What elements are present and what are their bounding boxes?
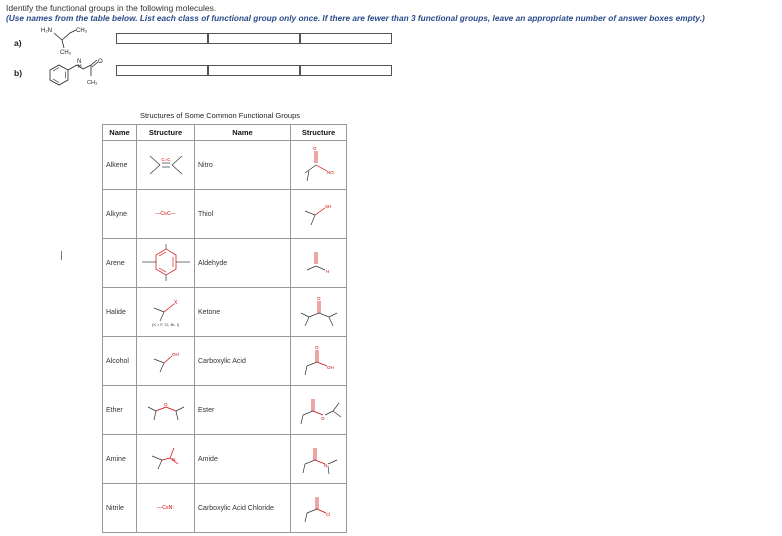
structure-ketone [291, 288, 347, 337]
group-name-thiol: Thiol [195, 190, 291, 239]
structure-aldehyde [291, 239, 347, 288]
group-name-acid-chloride: Carboxylic Acid Chloride [195, 484, 291, 533]
aldehyde-structure-label: H [325, 269, 329, 274]
structure-ester [291, 386, 347, 435]
group-name-amine: Amine [103, 435, 137, 484]
instructions-line2: (Use names from the table below. List each class of functional group only once. If there are fewer than 3 functional groups, leave an appropriate number of answer boxes empty.) [6, 13, 705, 23]
group-name-halide: Halide [103, 288, 137, 337]
answer-b-3[interactable] [300, 65, 392, 76]
group-name-ketone: Ketone [195, 288, 291, 337]
answer-b-1[interactable] [116, 65, 208, 76]
group-name-nitrile: Nitrile [103, 484, 137, 533]
table-caption: Structures of Some Common Functional Groups [139, 111, 301, 120]
alkyne-structure-label: —C≡C— [155, 211, 176, 217]
arene-structure-icon [138, 243, 194, 283]
answer-a-3[interactable] [300, 33, 392, 44]
table-row [103, 239, 347, 288]
group-name-alcohol: Alcohol [103, 337, 137, 386]
structure-arene [137, 239, 195, 288]
halide-structure-label: X [173, 299, 177, 306]
structure-amine [137, 435, 195, 484]
molecule-b-n: N [77, 59, 82, 65]
alcohol-structure-icon [146, 348, 186, 374]
structure-alkyne [137, 190, 195, 239]
alcohol-structure-label: OH [171, 352, 179, 357]
group-name-alkyne: Alkyne [103, 190, 137, 239]
ester-structure-label: O [320, 416, 325, 421]
table-row [103, 386, 347, 435]
group-name-nitro: Nitro [195, 141, 291, 190]
molecule-b-o: O [98, 59, 103, 65]
group-name-aldehyde: Aldehyde [195, 239, 291, 288]
group-name-alkene: Alkene [103, 141, 137, 190]
answer-a-2[interactable] [208, 33, 300, 44]
table-row [103, 190, 347, 239]
thiol-structure-label: SH [324, 204, 331, 209]
ester-structure-icon [293, 393, 345, 427]
structure-thiol [291, 190, 347, 239]
group-name-arene: Arene [103, 239, 137, 288]
structure-alkene [137, 141, 195, 190]
table-row [103, 484, 347, 533]
group-name-amide: Amide [195, 435, 291, 484]
molecule-a-nh2: H₂N [41, 28, 52, 34]
halide-structure-icon [146, 298, 186, 322]
ketone-structure-icon [295, 295, 343, 329]
nitro-structure-label: NO [326, 170, 334, 175]
ether-structure-label: O [163, 402, 168, 407]
answer-a-1[interactable] [116, 33, 208, 44]
ether-structure-icon [142, 397, 190, 423]
molecule-a-ch3-bottom: CH₃ [60, 50, 72, 56]
structure-nitro [291, 141, 347, 190]
svg-text:O: O [312, 146, 317, 151]
table-row [103, 288, 347, 337]
table-header-row [103, 125, 347, 141]
ketone-structure-label: O [316, 296, 321, 301]
alkene-structure-icon [144, 152, 188, 178]
header-structure-2: Structure [291, 125, 347, 141]
acid-chloride-structure-label: Cl [325, 512, 330, 517]
structure-nitrile [137, 484, 195, 533]
carboxylic-acid-structure-label: OH [326, 365, 334, 370]
amine-structure-icon [146, 444, 186, 474]
table-row [103, 141, 347, 190]
answer-b-2[interactable] [208, 65, 300, 76]
header-structure-1: Structure [137, 125, 195, 141]
header-name-1: Name [103, 125, 137, 141]
group-name-ether: Ether [103, 386, 137, 435]
question-a-label: a) [14, 38, 22, 48]
acid-chloride-structure-icon [297, 491, 341, 525]
header-name-2: Name [195, 125, 291, 141]
molecule-b-h: H [78, 64, 82, 70]
instructions-line1: Identify the functional groups in the following molecules. [6, 3, 217, 13]
molecule-a-ch3-top: CH₃ [76, 28, 88, 34]
alkene-structure-label: C=C [160, 157, 171, 162]
svg-text:O: O [314, 345, 319, 350]
thiol-structure-icon [297, 201, 341, 227]
structure-halide [137, 288, 195, 337]
structure-acid-chloride [291, 484, 347, 533]
carboxylic-acid-structure-icon [297, 344, 341, 378]
group-name-ester: Ester [195, 386, 291, 435]
molecule-a-image [40, 24, 110, 58]
margin-tick [61, 251, 62, 260]
halide-note: (X = F, Cl, Br, I) [151, 321, 180, 327]
aldehyde-structure-icon [297, 248, 341, 278]
amide-structure-label: N [323, 463, 327, 468]
functional-groups-table [102, 124, 347, 533]
molecule-b-ch3: CH₃ [87, 80, 98, 86]
table-row [103, 337, 347, 386]
table-row [103, 435, 347, 484]
nitro-structure-icon [297, 145, 341, 185]
structure-ether [137, 386, 195, 435]
amide-structure-icon [295, 442, 343, 476]
structure-amide [291, 435, 347, 484]
nitrile-structure-label: —C≡N: [157, 505, 174, 511]
amine-structure-label: N: [171, 457, 176, 462]
question-b-label: b) [14, 68, 23, 78]
structure-carboxylic-acid [291, 337, 347, 386]
structure-alcohol [137, 337, 195, 386]
group-name-carboxylic-acid: Carboxylic Acid [195, 337, 291, 386]
molecule-b-image [40, 54, 110, 92]
